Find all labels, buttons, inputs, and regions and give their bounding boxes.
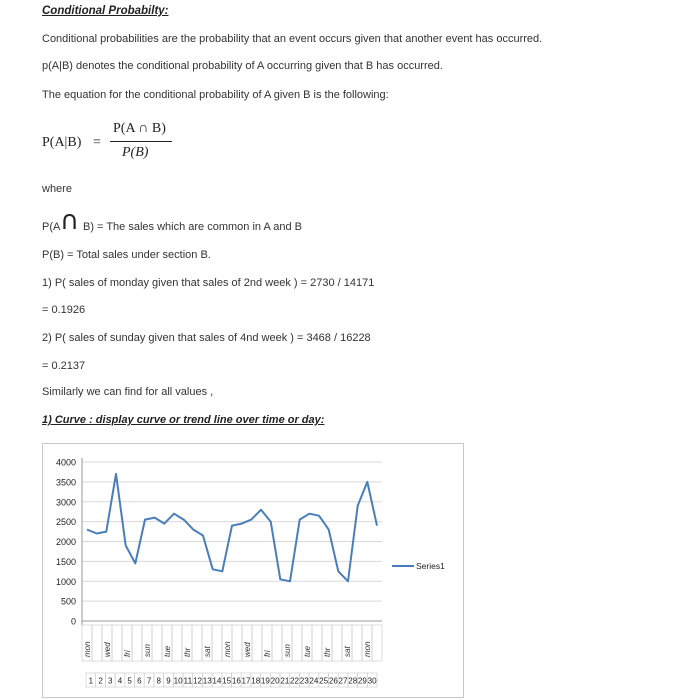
day-label: wed	[243, 642, 252, 657]
y-tick-label: 500	[60, 596, 76, 607]
x-number-label: 15	[222, 676, 232, 686]
y-tick-label: 4000	[55, 457, 76, 468]
example-2: 2) P( sales of sunday given that sales of 4nd week ) = 3468 / 16228	[42, 332, 371, 344]
x-number-label: 6	[137, 676, 142, 686]
day-label: mon	[83, 641, 92, 657]
x-number-label: 26	[328, 676, 339, 686]
day-label: sat	[343, 646, 352, 657]
x-number-label: 22	[290, 676, 300, 686]
y-tick-label: 3000	[55, 497, 76, 508]
x-number-label: 18	[251, 676, 261, 686]
day-label: tue	[303, 645, 312, 657]
y-tick-label: 2000	[55, 537, 76, 547]
x-number-label: 21	[280, 676, 290, 686]
example-1-result: = 0.1926	[42, 304, 86, 316]
day-label: thr	[183, 647, 192, 657]
y-tick-label: 0	[70, 616, 76, 627]
x-number-label: 24	[309, 676, 319, 686]
intro-line-1: Conditional probabilities are the probability that an event occurs given that another event has occurred.	[42, 33, 543, 45]
x-number-label: 28	[348, 676, 358, 686]
x-number-label: 12	[193, 676, 203, 686]
day-label: fri	[123, 650, 132, 657]
legend-label: Series1	[416, 561, 445, 571]
intro-line-3: The equation for the conditional probability of A given B is the following:	[42, 89, 389, 101]
x-number-label: 25	[319, 676, 329, 686]
x-number-label: 5	[127, 676, 132, 686]
chart-frame	[42, 443, 464, 698]
x-number-label: 17	[241, 676, 252, 686]
y-tick-label: 3500	[55, 477, 76, 488]
x-number-label: 13	[202, 676, 213, 686]
formula-equals: =	[93, 135, 101, 150]
day-label: sun	[283, 644, 292, 657]
x-number-label: 27	[338, 676, 349, 686]
formula-denominator: P(B)	[122, 145, 149, 160]
day-label: tue	[163, 645, 172, 657]
x-number-label: 3	[108, 676, 113, 686]
x-number-label: 7	[146, 676, 152, 686]
example-2-result: = 0.2137	[42, 360, 86, 372]
day-label: wed	[103, 642, 112, 657]
x-number-label: 14	[212, 676, 222, 686]
day-label: mon	[223, 641, 232, 657]
def1-prefix: P(A	[42, 221, 61, 233]
similarly-line: Similarly we can find for all values ,	[42, 386, 214, 398]
where-label: where	[42, 183, 72, 195]
x-number-label: 16	[231, 676, 242, 686]
x-number-label: 29	[357, 676, 368, 686]
formula-lhs: P(A|B)	[42, 135, 82, 150]
definition-total: P(B) = Total sales under section B.	[42, 249, 211, 261]
x-number-label: 19	[260, 676, 271, 686]
intersection-symbol: ∩	[60, 206, 80, 236]
y-tick-label: 1000	[55, 576, 76, 587]
x-number-label: 30	[367, 676, 378, 686]
day-label: fri	[263, 650, 272, 657]
x-number-label: 9	[166, 676, 171, 686]
day-label: thr	[323, 647, 332, 657]
x-number-label: 1	[88, 676, 94, 686]
day-label: mon	[363, 641, 372, 657]
x-number-label: 8	[156, 676, 161, 686]
x-number-label: 11	[183, 676, 193, 686]
def1-suffix: B) = The sales which are common in A and B	[83, 221, 302, 233]
x-number-label: 10	[173, 676, 184, 686]
curve-heading: 1) Curve : display curve or trend line over time or day:	[42, 414, 325, 426]
x-number-label: 20	[270, 676, 281, 686]
y-tick-label: 2500	[55, 517, 76, 528]
formula-numerator: P(A ∩ B)	[113, 121, 166, 136]
x-number-label: 4	[117, 676, 123, 686]
x-number-label: 2	[98, 676, 103, 686]
day-label: sat	[203, 646, 212, 657]
day-label: sun	[143, 644, 152, 657]
y-tick-label: 1500	[55, 556, 76, 567]
intro-line-2: p(A|B) denotes the conditional probability of A occurring given that B has occurred.	[42, 60, 443, 72]
page-heading: Conditional Probabilty:	[42, 5, 169, 17]
fraction-bar	[110, 141, 172, 142]
x-number-label: 23	[299, 676, 310, 686]
example-1: 1) P( sales of monday given that sales of 2nd week ) = 2730 / 14171	[42, 277, 375, 289]
